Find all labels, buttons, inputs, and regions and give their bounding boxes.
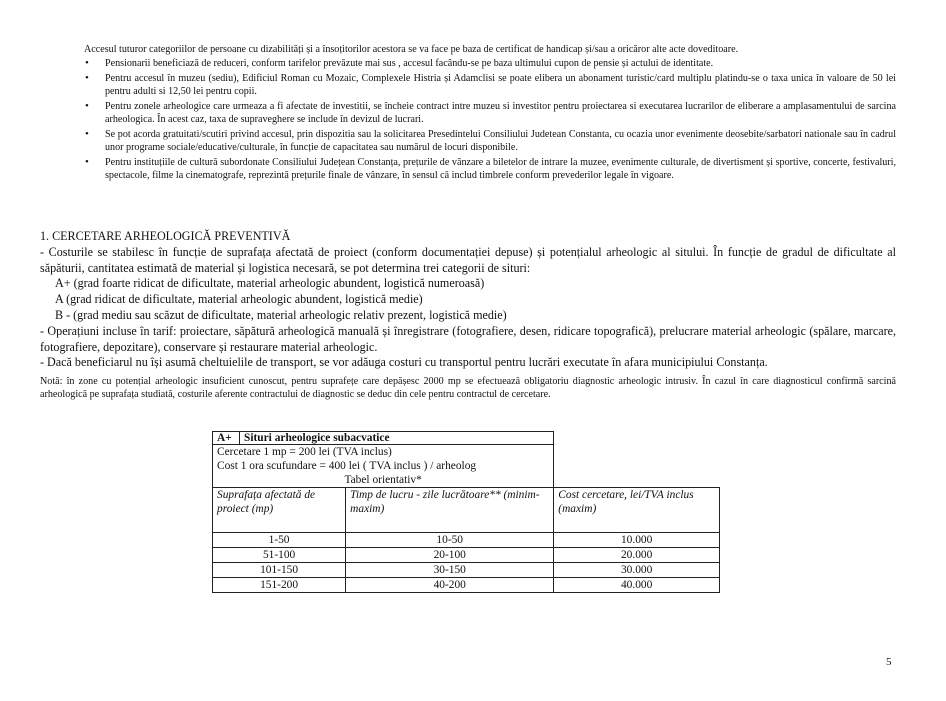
list-item: • Pentru instituțiile de cultură subordonate Consiliului Județean Constanța, prețurile de vânzare a biletelor de intrare la muzee, evenimente culturale, de divertisment și sportive, concerte, festivaluri, spectacole, filme la cinematografe, reprezintă prețurile finale de vânzare, în sensul că includ timbrele conform prevederilor legale în vigoare.: [84, 156, 896, 182]
underwater-sites-table: [212, 431, 720, 593]
table-row: [213, 533, 720, 548]
list-item: • Pensionarii beneficiază de reduceri, conform tarifelor prevăzute mai sus , accesul facându-se pe baza ultimului cupon de pensie și actului de identitate.: [84, 57, 896, 70]
intro-text: Accesul tuturor categoriilor de persoane cu dizabilități și a însoțitorilor acestora se va face pe baza de certificat de handicap și/sau a oricăror alte acte doveditoare.: [84, 44, 739, 55]
table-cell: 10-50: [346, 533, 554, 548]
category-item: A (grad ridicat de dificultate, material arheologic abundent, logistică medie): [55, 292, 423, 307]
notes-list: [84, 57, 896, 182]
table-cell: 51-100: [213, 548, 346, 563]
table-cell: 20-100: [346, 548, 554, 563]
table-cell: 10.000: [554, 533, 720, 548]
paragraph: - Dacă beneficiarul nu își asumă cheltuielile de transport, se vor adăuga costuri cu transportul pentru lucrări executate în afara municipiului Constanța.: [40, 355, 768, 370]
category-item: B - (grad mediu sau scăzut de dificultate, material arheologic relativ prezent, logistică medie): [55, 307, 507, 322]
table-row: [213, 578, 720, 593]
table-info: [213, 445, 554, 488]
table-row: [213, 563, 720, 578]
table-cell: 30.000: [554, 563, 720, 578]
list-item: • Pentru zonele arheologice care urmeaza a fi afectate de investitii, se încheie contract intre muzeu si investitor pentru proiectarea si executarea lucrarilor de eliberare a amplasamentului de sarcina arheologica. În acest caz, taxa de supraveghere se include în devizul de lucrari.: [84, 100, 896, 126]
accessibility-notes: [84, 43, 896, 184]
note-text: Notă: în zone cu potențial arheologic insuficient cunoscut, pentru suprafețe care depășesc 2000 mp se efectuează obligatoriu diagnostic arheologic intrusiv. În cazul în care diagnosticul confirmă sarcină arheologică pe suprafața studiată, costurile aferente contractului de diagnostic se deduc din cele pentru contractul de cercetare.: [40, 376, 896, 401]
paragraph: - Costurile se stabilesc în funcție de suprafața afectată de proiect (conform documentației depuse) și potențialul arheologic al sitului. În funcție de gradul de dificultate al săpăturii, cantitatea estimată de material și logistica necesară, se pot determina trei categorii de situri:: [40, 244, 896, 275]
page-number: 5: [886, 656, 892, 668]
table-cell: 40-200: [346, 578, 554, 593]
table-row: [213, 548, 720, 563]
table-cell: 151-200: [213, 578, 346, 593]
category-item: A+ (grad foarte ridicat de dificultate, material arheologic abundent, logistică numeroasă): [55, 276, 485, 291]
table-cell: 40.000: [554, 578, 720, 593]
category-code: A+: [213, 432, 240, 445]
column-header: Suprafața afectată de proiect (mp): [213, 488, 346, 533]
table-cell: 1-50: [213, 533, 346, 548]
list-item: • Se pot acorda gratuitati/scutiri privind accesul, prin dispozitia sau la solicitarea Presedintelui Consiliului Judetean Constanta, cu ocazia unor evenimente deosebite/sarbatori nationale sau în cadrul unor programe sociale/educative/culturale, în funcție de capacitatea sau numărul de locuri disponibile.: [84, 128, 896, 154]
info-line: Cercetare 1 mp = 200 lei (TVA inclus): [217, 446, 392, 458]
table-caption: Tabel orientativ*: [344, 474, 422, 486]
section-heading: 1. CERCETARE ARHEOLOGICĂ PREVENTIVĂ: [40, 229, 291, 243]
table-cell: 30-150: [346, 563, 554, 578]
paragraph: - Operațiuni incluse în tarif: proiectare, săpătură arheologică manuală și înregistrare (fotografiere, desen, ridicare topografică), prelucrare material arheologic (spălare, marcare, fotografiere, depozitare), conservare și restaurare material arheologic.: [40, 323, 896, 354]
note-block: [40, 375, 896, 402]
table-cell: 20.000: [554, 548, 720, 563]
table-cell: 101-150: [213, 563, 346, 578]
list-item: • Pentru accesul în muzeu (sediu), Edificiul Roman cu Mozaic, Complexele Histria și Adamclisi se poate elibera un abonament turistic/card multiplu platindu-se o taxa unica în valoare de 50 lei pentru adulti si 12,50 lei pentru copii.: [84, 72, 896, 98]
preventive-research-section: [40, 229, 896, 371]
column-header: Timp de lucru - zile lucrătoare** (minim-maxim): [346, 488, 554, 533]
table-title: Situri arheologice subacvatice: [240, 432, 554, 445]
info-line: Cost 1 ora scufundare = 400 lei ( TVA inclus ) / arheolog: [217, 460, 477, 472]
column-header: Cost cercetare, lei/TVA inclus (maxim): [554, 488, 720, 533]
